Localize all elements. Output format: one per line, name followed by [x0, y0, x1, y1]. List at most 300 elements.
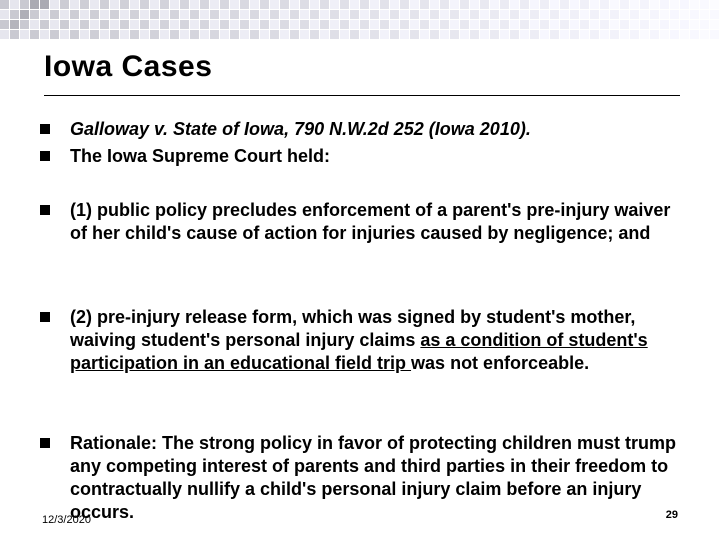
- header-grid-cell: [690, 20, 699, 29]
- header-grid-cell: [710, 30, 719, 39]
- header-grid-cell: [370, 30, 379, 39]
- header-grid-cell: [450, 0, 459, 9]
- header-grid-cell: [330, 20, 339, 29]
- holding-2-text-end: was not enforceable.: [411, 353, 590, 373]
- header-grid-cell: [470, 10, 479, 19]
- header-grid-cell: [470, 0, 479, 9]
- bullet-court-held: The Iowa Supreme Court held:: [70, 146, 331, 166]
- header-grid-cell: [620, 20, 629, 29]
- header-grid-cell: [140, 0, 149, 9]
- header-grid-cell: [160, 0, 169, 9]
- header-grid-cell: [480, 0, 489, 9]
- header-grid-cell: [510, 0, 519, 9]
- header-grid-cell: [60, 0, 69, 9]
- header-grid-cell: [660, 20, 669, 29]
- header-grid-cell: [150, 30, 159, 39]
- header-grid-cell: [200, 10, 209, 19]
- header-grid-cell: [270, 0, 279, 9]
- header-grid-cell: [700, 30, 709, 39]
- header-grid-cell: [680, 20, 689, 29]
- header-grid-cell: [380, 10, 389, 19]
- header-grid-cell: [120, 10, 129, 19]
- header-grid-cell: [60, 10, 69, 19]
- header-grid-cell: [640, 10, 649, 19]
- header-grid-cell: [550, 20, 559, 29]
- header-grid-cell: [390, 30, 399, 39]
- header-grid-cell: [40, 30, 49, 39]
- header-grid-cell: [430, 0, 439, 9]
- header-grid-cell: [60, 30, 69, 39]
- header-grid-cell: [570, 20, 579, 29]
- header-grid-cell: [640, 30, 649, 39]
- header-grid-cell: [130, 20, 139, 29]
- header-grid-cell: [130, 0, 139, 9]
- header-grid-cell: [300, 30, 309, 39]
- header-grid-cell: [600, 20, 609, 29]
- header-grid-cell: [320, 10, 329, 19]
- header-grid-cell: [650, 10, 659, 19]
- header-grid-cell: [180, 30, 189, 39]
- header-grid-cell: [530, 10, 539, 19]
- header-grid-cell: [220, 10, 229, 19]
- header-grid-cell: [500, 0, 509, 9]
- header-grid-cell: [650, 30, 659, 39]
- header-grid-cell: [660, 10, 669, 19]
- header-grid-cell: [420, 0, 429, 9]
- header-grid-cell: [0, 30, 9, 39]
- header-grid-cell: [490, 30, 499, 39]
- header-grid-cell: [350, 30, 359, 39]
- header-grid-cell: [320, 20, 329, 29]
- header-grid-cell: [630, 30, 639, 39]
- header-grid-cell: [370, 0, 379, 9]
- header-grid-cell: [600, 30, 609, 39]
- header-grid-cell: [610, 30, 619, 39]
- bullet-marker-2: [40, 151, 50, 161]
- header-grid-cell: [100, 0, 109, 9]
- footer-date: 12/3/2020: [42, 514, 91, 526]
- header-grid-cell: [10, 10, 19, 19]
- header-grid-cell: [560, 30, 569, 39]
- header-grid-cell: [250, 10, 259, 19]
- header-grid-cell: [660, 0, 669, 9]
- header-grid-cell: [430, 20, 439, 29]
- header-grid-cell: [480, 30, 489, 39]
- header-grid-cell: [530, 20, 539, 29]
- header-grid-cell: [10, 30, 19, 39]
- header-grid-cell: [310, 0, 319, 9]
- header-grid-cell: [50, 10, 59, 19]
- header-grid-cell: [400, 20, 409, 29]
- header-grid-cell: [320, 30, 329, 39]
- header-grid-cell: [290, 30, 299, 39]
- header-grid-cell: [180, 0, 189, 9]
- header-grid-cell: [540, 10, 549, 19]
- bullet-marker-1: [40, 124, 50, 134]
- header-grid-cell: [500, 10, 509, 19]
- header-grid-cell: [30, 10, 39, 19]
- header-grid-cell: [230, 30, 239, 39]
- header-grid-cell: [530, 30, 539, 39]
- header-grid-cell: [540, 20, 549, 29]
- header-grid-cell: [550, 30, 559, 39]
- header-grid-cell: [190, 10, 199, 19]
- header-grid-cell: [570, 10, 579, 19]
- header-grid-cell: [220, 0, 229, 9]
- header-grid-cell: [400, 0, 409, 9]
- page-number: 29: [665, 509, 678, 521]
- header-grid-cell: [190, 0, 199, 9]
- header-grid-cell: [710, 20, 719, 29]
- header-grid-cell: [600, 10, 609, 19]
- header-grid-cell: [110, 30, 119, 39]
- header-grid-cell: [140, 10, 149, 19]
- header-grid-cell: [250, 0, 259, 9]
- header-grid-cell: [510, 30, 519, 39]
- header-grid-cell: [460, 20, 469, 29]
- header-grid-cell: [390, 0, 399, 9]
- header-grid-cell: [50, 0, 59, 9]
- header-grid-cell: [680, 0, 689, 9]
- header-grid-cell: [590, 0, 599, 9]
- header-grid-cell: [670, 0, 679, 9]
- header-grid-cell: [640, 0, 649, 9]
- header-grid-cell: [240, 30, 249, 39]
- header-grid-cell: [360, 30, 369, 39]
- header-grid-cell: [260, 10, 269, 19]
- header-grid-cell: [420, 30, 429, 39]
- header-grid-cell: [0, 20, 9, 29]
- header-grid-cell: [200, 0, 209, 9]
- holding-2-text-start: (2) pre-injury release form, which was signed by student's mother, waiving student's personal injury claims: [70, 307, 636, 350]
- header-grid-cell: [300, 0, 309, 9]
- header-grid-cell: [90, 30, 99, 39]
- header-grid-cell: [470, 20, 479, 29]
- header-grid-cell: [660, 30, 669, 39]
- header-grid-cell: [590, 10, 599, 19]
- header-grid-cell: [580, 20, 589, 29]
- header-grid-cell: [340, 10, 349, 19]
- header-grid-cell: [360, 20, 369, 29]
- header-grid-cell: [570, 0, 579, 9]
- header-grid-cell: [330, 10, 339, 19]
- header-grid-cell: [190, 20, 199, 29]
- header-grid-cell: [170, 30, 179, 39]
- header-grid-cell: [390, 20, 399, 29]
- header-grid-cell: [380, 30, 389, 39]
- header-grid-cell: [340, 20, 349, 29]
- header-grid-cell: [370, 20, 379, 29]
- header-grid-cell: [10, 0, 19, 9]
- header-grid-cell: [200, 30, 209, 39]
- header-grid-cell: [460, 30, 469, 39]
- header-grid-cell: [40, 20, 49, 29]
- header-grid-cell: [50, 30, 59, 39]
- header-grid-cell: [710, 0, 719, 9]
- header-grid-cell: [700, 10, 709, 19]
- bullet-rationale: Rationale: The strong policy in favor of protecting children must trump any competing interest of parents and third parties in their freedom to contractually nullify a child's personal injury claim before an injury occurs.: [70, 433, 677, 522]
- header-grid-cell: [240, 0, 249, 9]
- header-grid-cell: [270, 30, 279, 39]
- header-grid-cell: [240, 20, 249, 29]
- header-grid-cell: [610, 20, 619, 29]
- header-grid-cell: [620, 10, 629, 19]
- header-grid-cell: [170, 10, 179, 19]
- header-grid-cell: [40, 0, 49, 9]
- header-grid-cell: [290, 0, 299, 9]
- header-grid-cell: [690, 30, 699, 39]
- header-grid-cell: [210, 20, 219, 29]
- header-grid-cell: [180, 10, 189, 19]
- header-grid-cell: [380, 20, 389, 29]
- header-grid-cell: [690, 0, 699, 9]
- header-grid-cell: [350, 0, 359, 9]
- header-grid-cell: [580, 10, 589, 19]
- header-grid-cell: [70, 0, 79, 9]
- header-grid-cell: [30, 20, 39, 29]
- header-grid-cell: [450, 20, 459, 29]
- header-grid-cell: [550, 0, 559, 9]
- header-grid-cell: [530, 0, 539, 9]
- header-grid-cell: [20, 10, 29, 19]
- holding-2-underlined-text: as a condition of student's participation in an educational field trip: [70, 330, 648, 373]
- header-grid-cell: [650, 0, 659, 9]
- header-grid-cell: [390, 10, 399, 19]
- header-grid-cell: [500, 30, 509, 39]
- header-grid-cell: [70, 10, 79, 19]
- header-grid-cell: [290, 10, 299, 19]
- header-grid-cell: [420, 10, 429, 19]
- header-grid-cell: [590, 30, 599, 39]
- header-grid-cell: [170, 20, 179, 29]
- slide-title: Iowa Cases: [44, 50, 213, 83]
- header-grid-cell: [150, 20, 159, 29]
- header-grid-cell: [310, 30, 319, 39]
- header-grid-cell: [110, 0, 119, 9]
- header-grid-cell: [260, 0, 269, 9]
- header-grid-cell: [560, 10, 569, 19]
- header-grid-cell: [280, 10, 289, 19]
- header-grid-cell: [520, 10, 529, 19]
- header-grid-cell: [370, 10, 379, 19]
- header-grid-cell: [310, 10, 319, 19]
- header-grid-cell: [420, 20, 429, 29]
- header-grid-cell: [10, 20, 19, 29]
- header-grid-cell: [230, 20, 239, 29]
- header-grid-cell: [20, 20, 29, 29]
- header-grid-cell: [600, 0, 609, 9]
- header-grid-cell: [220, 20, 229, 29]
- header-grid-cell: [350, 20, 359, 29]
- header-grid-cell: [80, 10, 89, 19]
- header-grid-cell: [100, 10, 109, 19]
- header-grid-cell: [410, 0, 419, 9]
- header-grid-cell: [670, 10, 679, 19]
- bullet-holding-2: [70, 306, 686, 375]
- header-grid-cell: [510, 20, 519, 29]
- header-grid-cell: [30, 0, 39, 9]
- header-grid-cell: [100, 30, 109, 39]
- header-grid-cell: [610, 10, 619, 19]
- header-grid-cell: [670, 20, 679, 29]
- header-grid-cell: [710, 10, 719, 19]
- header-grid-cell: [340, 30, 349, 39]
- header-grid-cell: [700, 0, 709, 9]
- header-grid-cell: [410, 10, 419, 19]
- header-grid-cell: [120, 0, 129, 9]
- header-grid-cell: [580, 0, 589, 9]
- header-grid-cell: [490, 20, 499, 29]
- header-grid-cell: [620, 0, 629, 9]
- header-grid-cell: [400, 10, 409, 19]
- header-grid-cell: [310, 20, 319, 29]
- header-grid-cell: [570, 30, 579, 39]
- header-grid-cell: [300, 10, 309, 19]
- header-grid-cell: [90, 10, 99, 19]
- header-grid-cell: [130, 10, 139, 19]
- header-grid-cell: [440, 10, 449, 19]
- header-grid-cell: [90, 0, 99, 9]
- header-grid-cell: [320, 0, 329, 9]
- header-grid-cell: [60, 20, 69, 29]
- header-grid-cell: [30, 30, 39, 39]
- header-grid-cell: [680, 10, 689, 19]
- header-grid-cell: [0, 0, 9, 9]
- header-grid-cell: [630, 20, 639, 29]
- header-grid-cell: [440, 20, 449, 29]
- header-grid-cell: [330, 30, 339, 39]
- header-grid-cell: [540, 30, 549, 39]
- header-grid-cell: [120, 20, 129, 29]
- header-grid-cell: [20, 30, 29, 39]
- header-grid-cell: [160, 20, 169, 29]
- bullet-marker-5: [40, 438, 50, 448]
- header-grid-cell: [630, 10, 639, 19]
- header-grid-cell: [210, 0, 219, 9]
- header-grid-cell: [110, 10, 119, 19]
- header-grid-cell: [270, 20, 279, 29]
- header-grid-cell: [230, 10, 239, 19]
- header-grid-cell: [240, 10, 249, 19]
- header-grid-cell: [540, 0, 549, 9]
- header-grid-cell: [80, 30, 89, 39]
- header-grid-cell: [520, 20, 529, 29]
- header-grid-cell: [460, 0, 469, 9]
- header-grid-cell: [550, 10, 559, 19]
- header-grid-cell: [300, 20, 309, 29]
- header-grid-cell: [440, 30, 449, 39]
- header-grid-cell: [90, 20, 99, 29]
- header-grid-cell: [520, 0, 529, 9]
- checkered-header-decoration: [0, 0, 720, 40]
- header-grid-cell: [190, 30, 199, 39]
- bullet-case-citation: Galloway v. State of Iowa, 790 N.W.2d 252 (Iowa 2010).: [70, 119, 531, 139]
- header-grid-cell: [260, 30, 269, 39]
- header-grid-cell: [700, 20, 709, 29]
- header-grid-cell: [210, 30, 219, 39]
- header-grid-cell: [250, 20, 259, 29]
- header-grid-cell: [490, 0, 499, 9]
- header-grid-cell: [640, 20, 649, 29]
- header-grid-cell: [160, 30, 169, 39]
- header-grid-cell: [180, 20, 189, 29]
- header-grid-cell: [670, 30, 679, 39]
- header-grid-cell: [220, 30, 229, 39]
- bullet-holding-1: (1) public policy precludes enforcement of a parent's pre-injury waiver of her child's cause of action for injuries caused by negligence; and: [70, 200, 671, 243]
- header-grid-cell: [0, 10, 9, 19]
- header-grid-cell: [280, 20, 289, 29]
- header-grid-cell: [360, 10, 369, 19]
- header-grid-cell: [270, 10, 279, 19]
- header-grid-cell: [280, 30, 289, 39]
- header-grid-cell: [110, 20, 119, 29]
- bullet-marker-3: [40, 205, 50, 215]
- header-grid-cell: [200, 20, 209, 29]
- header-grid-cell: [500, 20, 509, 29]
- header-grid-cell: [450, 30, 459, 39]
- header-grid-cell: [140, 30, 149, 39]
- header-grid-cell: [610, 0, 619, 9]
- header-grid-cell: [400, 30, 409, 39]
- header-grid-cell: [650, 20, 659, 29]
- header-grid-cell: [520, 30, 529, 39]
- header-grid-cell: [150, 10, 159, 19]
- header-grid-cell: [80, 20, 89, 29]
- header-grid-cell: [160, 10, 169, 19]
- header-grid-cell: [340, 0, 349, 9]
- header-grid-cell: [630, 0, 639, 9]
- header-grid-cell: [450, 10, 459, 19]
- header-grid-cell: [40, 10, 49, 19]
- header-grid-cell: [580, 30, 589, 39]
- header-grid-cell: [680, 30, 689, 39]
- header-grid-cell: [210, 10, 219, 19]
- header-grid-cell: [50, 20, 59, 29]
- header-grid-cell: [690, 10, 699, 19]
- header-grid-cell: [440, 0, 449, 9]
- header-grid-cell: [170, 0, 179, 9]
- header-grid-cell: [100, 20, 109, 29]
- header-grid-cell: [510, 10, 519, 19]
- header-grid-cell: [480, 20, 489, 29]
- header-grid-cell: [350, 10, 359, 19]
- header-grid-cell: [560, 20, 569, 29]
- header-grid-cell: [250, 30, 259, 39]
- header-grid-cell: [480, 10, 489, 19]
- header-grid-cell: [260, 20, 269, 29]
- header-grid-cell: [380, 0, 389, 9]
- header-grid-cell: [140, 20, 149, 29]
- header-grid-cell: [280, 0, 289, 9]
- header-grid-cell: [410, 30, 419, 39]
- header-grid-cell: [410, 20, 419, 29]
- header-grid-cell: [330, 0, 339, 9]
- header-grid-cell: [360, 0, 369, 9]
- header-grid-cell: [130, 30, 139, 39]
- header-grid-cell: [70, 30, 79, 39]
- header-grid-cell: [70, 20, 79, 29]
- header-grid-cell: [20, 0, 29, 9]
- header-grid-cell: [230, 0, 239, 9]
- header-grid-cell: [460, 10, 469, 19]
- bullet-marker-4: [40, 312, 50, 322]
- header-grid-cell: [590, 20, 599, 29]
- header-grid-cell: [620, 30, 629, 39]
- header-grid-cell: [490, 10, 499, 19]
- header-grid-cell: [120, 30, 129, 39]
- header-grid-cell: [290, 20, 299, 29]
- header-grid-cell: [470, 30, 479, 39]
